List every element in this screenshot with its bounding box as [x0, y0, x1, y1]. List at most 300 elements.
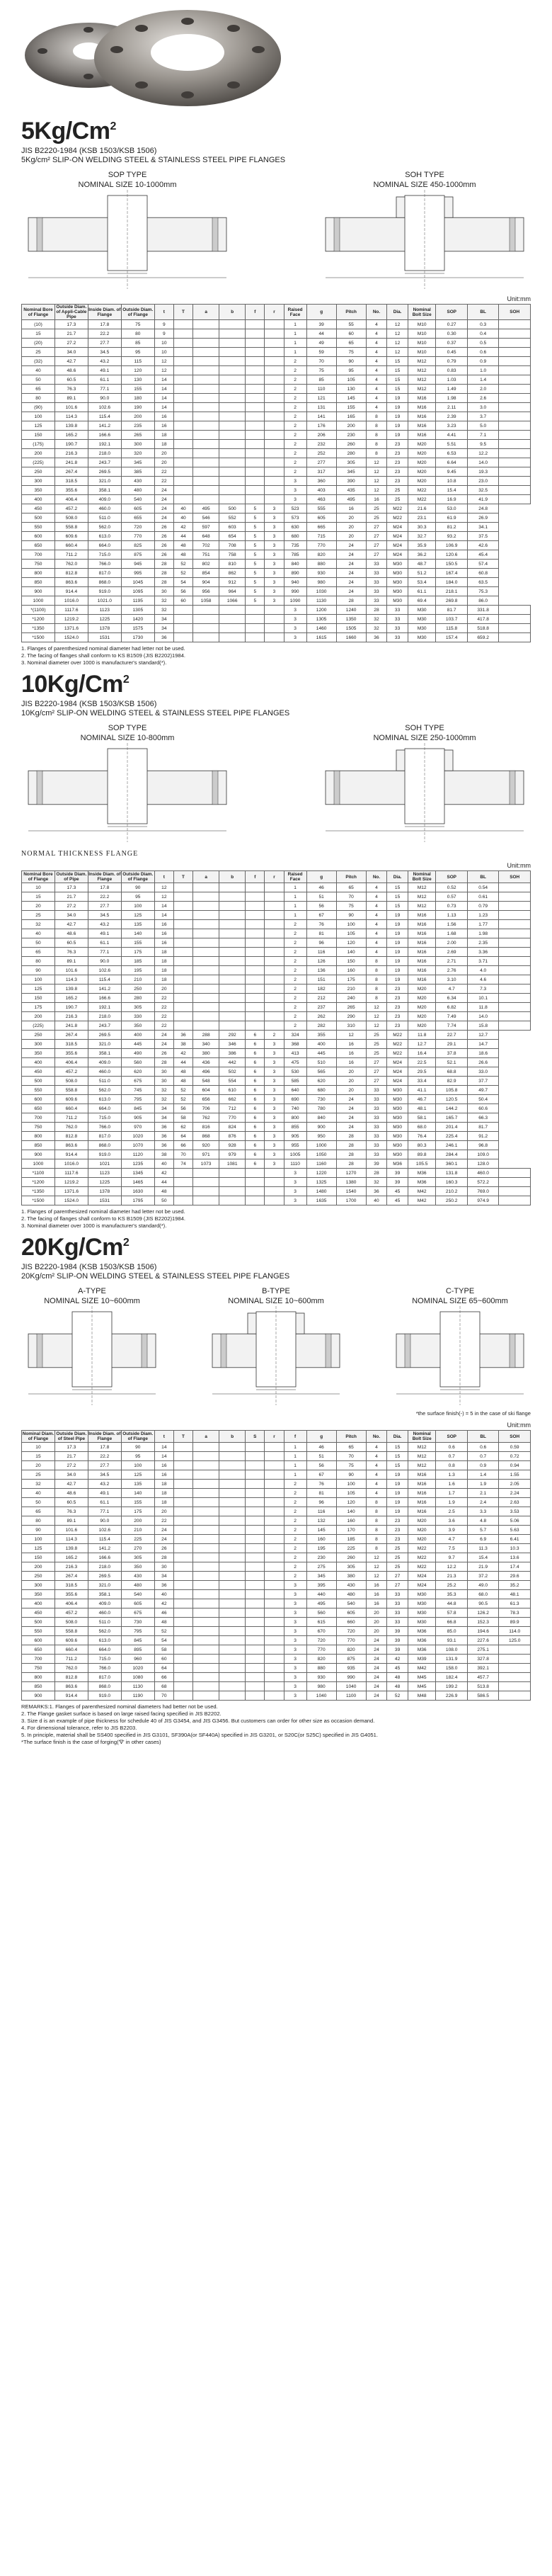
table-cell: 76.3	[54, 948, 88, 957]
table-cell: M30	[387, 578, 408, 587]
table-cell	[499, 1682, 531, 1691]
table-cell: 33	[366, 1150, 387, 1159]
table-cell: 500	[219, 504, 246, 514]
table-cell: 70	[154, 1691, 173, 1701]
table-cell	[193, 957, 219, 966]
table-cell: 210	[336, 985, 366, 994]
table-cell	[246, 1572, 265, 1581]
note-line: 3. Size d is an example of pipe thickness for schedule 40 of JIS G3454, and JIS G3456. But customers can order for other size as occasion demand.	[21, 1718, 375, 1724]
table-cell: 5	[246, 532, 265, 541]
table-cell: 1	[284, 329, 306, 339]
table-cell: 60.5	[54, 375, 88, 385]
table-cell: 23	[387, 1535, 408, 1544]
table-cell: M30	[408, 633, 436, 642]
table-cell: 613.0	[88, 1095, 121, 1104]
table-cell: 970	[121, 1123, 154, 1132]
table-cell: 863.6	[54, 1141, 88, 1150]
table-cell: 27.7	[88, 339, 121, 348]
table-cell: 620	[121, 1067, 154, 1077]
table-cell: 0.79	[467, 902, 498, 911]
column-header: Inside Diam. of Flange	[88, 872, 121, 882]
diagram-range-label: NOMINAL SIZE 10~600mm	[228, 1297, 324, 1305]
table-cell: 825	[121, 541, 154, 550]
table-cell: 38	[173, 1040, 192, 1049]
table-cell: 355.6	[54, 1590, 88, 1599]
table-cell: 32	[22, 920, 55, 929]
table-cell: 511.0	[88, 1618, 121, 1627]
table-cell: 360.1	[436, 1159, 467, 1169]
table-cell: 14	[154, 1443, 173, 1452]
table-cell: 34	[154, 615, 173, 624]
table-cell: 116	[306, 1507, 336, 1516]
table-cell: 17.8	[88, 320, 121, 329]
table-cell: 766.0	[88, 1123, 121, 1132]
table-cell	[499, 348, 531, 357]
table-cell: 32	[366, 1178, 387, 1187]
table-cell	[173, 615, 192, 624]
table-cell: 27.7	[88, 1461, 121, 1470]
table-cell	[499, 449, 531, 458]
table-cell	[265, 477, 284, 486]
table-cell: 3	[284, 633, 306, 642]
table-cell: 20	[336, 1067, 366, 1077]
table-cell: 93.1	[436, 1636, 467, 1645]
table-cell	[246, 1691, 265, 1701]
table-cell: 227.6	[467, 1636, 498, 1645]
table-cell: 34.0	[54, 348, 88, 357]
table-cell: 16	[154, 1461, 173, 1470]
table-cell: 558.8	[54, 1086, 88, 1095]
table-cell: M30	[408, 1608, 436, 1618]
table-cell: 0.3	[467, 320, 498, 329]
table-cell: 1095	[121, 587, 154, 596]
table-cell: 460.0	[88, 1608, 121, 1618]
table-cell: 15	[387, 375, 408, 385]
table-cell	[265, 606, 284, 615]
table-cell: 8	[366, 1507, 387, 1516]
table-cell: 16.4	[408, 1049, 436, 1058]
table-cell	[499, 375, 531, 385]
table-cell	[265, 1535, 284, 1544]
table-cell: 246.1	[436, 1141, 467, 1150]
table-cell: 76.3	[54, 1507, 88, 1516]
diagram-sop-type	[21, 723, 234, 844]
table-cell: 1325	[306, 1178, 336, 1187]
table-cell	[193, 624, 219, 633]
table-cell: 770	[306, 1645, 336, 1655]
table-cell: 75	[336, 1461, 366, 1470]
column-header: Nominal Bore of Flange	[22, 871, 55, 883]
table-cell: 4	[366, 883, 387, 892]
table-cell	[193, 606, 219, 615]
table-cell	[193, 1003, 219, 1012]
diagram-a-type	[21, 1286, 163, 1407]
table-cell: 305	[121, 1553, 154, 1562]
table-cell: 600	[22, 1636, 55, 1645]
table-cell: 5	[246, 550, 265, 560]
table-cell: 46	[306, 883, 336, 892]
table-cell: 90	[121, 1443, 154, 1452]
table-cell	[246, 1516, 265, 1526]
table-cell	[265, 1608, 284, 1618]
table-cell	[173, 883, 192, 892]
table-cell	[219, 375, 246, 385]
table-cell: 12	[366, 477, 387, 486]
table-cell	[173, 320, 192, 329]
flange-cross-section-diagram	[318, 190, 531, 289]
flange-cross-section-diagram	[21, 1306, 163, 1405]
table-cell: 920	[193, 1141, 219, 1150]
table-cell	[499, 975, 531, 985]
table-cell	[193, 1196, 219, 1205]
table-cell	[246, 1673, 265, 1682]
table-cell: 1378	[88, 1187, 121, 1196]
note-line: 1. Flanges of parenthesized nominal diameter had letter not be used.	[21, 1208, 185, 1215]
table-cell: 460.0	[88, 504, 121, 514]
table-cell: *1350	[22, 624, 55, 633]
table-cell: 18	[154, 1489, 173, 1498]
table-cell: 1120	[121, 1150, 154, 1159]
table-cell	[265, 449, 284, 458]
table-cell: 26.6	[467, 1058, 498, 1067]
table-cell: 6.64	[436, 458, 467, 467]
table-cell: 1066	[219, 596, 246, 606]
table-cell	[246, 486, 265, 495]
table-cell: 19	[387, 975, 408, 985]
table-cell	[193, 486, 219, 495]
table-cell: 115	[121, 357, 154, 366]
table-cell: M12	[408, 1461, 436, 1470]
table-cell: 4	[366, 403, 387, 412]
table-cell: 56	[306, 1461, 336, 1470]
table-cell: 1030	[306, 587, 336, 596]
table-cell: M16	[408, 966, 436, 975]
table-cell: 868.0	[88, 1141, 121, 1150]
table-cell: 93.2	[436, 532, 467, 541]
table-cell	[219, 486, 246, 495]
table-cell: 863.6	[54, 578, 88, 587]
table-cell	[193, 883, 219, 892]
table-cell: 267.4	[54, 1031, 88, 1040]
note-line: 2. The facing of flanges shall conform to KS B1509 (JIS B2202)1984.	[21, 652, 186, 659]
table-cell: 1305	[121, 606, 154, 615]
table-row	[22, 431, 531, 440]
table-cell: 780	[306, 1104, 336, 1113]
table-cell: 11.3	[467, 1544, 498, 1553]
table-cell: 115.4	[88, 412, 121, 421]
table-row	[22, 1461, 531, 1470]
table-cell: 1505	[336, 624, 366, 633]
table-cell: 165.2	[54, 1553, 88, 1562]
table-cell: 1371.6	[54, 624, 88, 633]
table-cell: 305	[121, 1003, 154, 1012]
table-cell: 310	[336, 1021, 366, 1031]
table-cell: 7.74	[436, 1021, 467, 1031]
table-cell: 540	[121, 1590, 154, 1599]
table-cell: 25	[387, 495, 408, 504]
table-cell: 60	[154, 1655, 173, 1664]
table-cell	[193, 1443, 219, 1452]
table-cell: 12	[366, 1021, 387, 1031]
bolt-hole-right	[510, 771, 515, 805]
table-cell: 6.34	[436, 994, 467, 1003]
table-cell	[499, 366, 531, 375]
table-cell: 660.4	[54, 541, 88, 550]
table-cell: 1220	[306, 1169, 336, 1178]
table-cell: 14.0	[467, 458, 498, 467]
table-cell	[246, 938, 265, 948]
table-cell: 4	[366, 1452, 387, 1461]
table-cell: 14	[154, 394, 173, 403]
table-cell	[499, 1664, 531, 1673]
table-cell: 24	[366, 1691, 387, 1701]
table-cell	[265, 1664, 284, 1673]
flanges-image	[0, 0, 552, 113]
table-row	[22, 938, 531, 948]
table-cell: M10	[408, 348, 436, 357]
table-cell: 33	[387, 1599, 408, 1608]
table-cell: M20	[408, 467, 436, 477]
table-cell	[265, 624, 284, 633]
table-cell: 190	[121, 403, 154, 412]
table-cell: 1540	[336, 1187, 366, 1196]
table-cell: M16	[408, 403, 436, 412]
table-row	[22, 1067, 531, 1077]
table-cell: 33	[387, 633, 408, 642]
normal-thickness-label: NORMAL THICKNESS FLANGE	[21, 850, 139, 858]
table-cell: 300	[22, 477, 55, 486]
table-row	[22, 1480, 531, 1489]
table-cell	[246, 1655, 265, 1664]
table-cell: 18	[154, 431, 173, 440]
table-cell: 1016.0	[54, 1159, 88, 1169]
bolt-hole-left	[334, 217, 340, 251]
table-cell: M30	[408, 624, 436, 633]
table-cell: 3.36	[467, 948, 498, 957]
diagram-range-label: NOMINAL SIZE 10~600mm	[44, 1297, 140, 1305]
table-cell: 605	[121, 504, 154, 514]
table-cell: 720	[306, 1636, 336, 1645]
table-cell: 280	[336, 449, 366, 458]
table-cell: 890	[284, 569, 306, 578]
table-cell	[265, 486, 284, 495]
table-cell: 358.1	[88, 1049, 121, 1058]
table-cell	[193, 1012, 219, 1021]
table-cell	[246, 449, 265, 458]
table-cell	[173, 938, 192, 948]
table-cell: 25	[366, 1040, 387, 1049]
table-cell: 33	[366, 587, 387, 596]
table-cell: 1123	[88, 1169, 121, 1178]
table-cell	[193, 1507, 219, 1516]
table-cell: 48	[173, 1067, 192, 1077]
table-cell: 4	[366, 339, 387, 348]
table-cell: 2	[265, 1031, 284, 1040]
table-cell: 22.2	[88, 329, 121, 339]
table-cell: 2	[284, 403, 306, 412]
table-row	[22, 1470, 531, 1480]
table-cell	[246, 357, 265, 366]
table-cell	[173, 339, 192, 348]
table-cell: 368	[284, 1040, 306, 1049]
table-row	[22, 902, 531, 911]
table-cell: 390	[336, 477, 366, 486]
table-cell: 730	[306, 1095, 336, 1104]
table-cell: 5	[246, 560, 265, 569]
table-cell: 12	[366, 467, 387, 477]
table-cell: 64	[154, 1664, 173, 1673]
table-cell: 613.0	[88, 1636, 121, 1645]
table-cell: 812.8	[54, 569, 88, 578]
table-cell: 392.1	[467, 1664, 498, 1673]
table-cell	[265, 883, 284, 892]
table-cell: 26	[154, 532, 173, 541]
table-cell: 90.0	[88, 394, 121, 403]
table-cell: 28	[154, 1553, 173, 1562]
table-cell	[173, 1535, 192, 1544]
table-cell: 812.8	[54, 1132, 88, 1141]
table-cell: 956	[193, 587, 219, 596]
table-cell	[173, 1443, 192, 1452]
table-cell	[265, 421, 284, 431]
table-cell: 48	[387, 1682, 408, 1691]
table-cell: 28	[154, 578, 173, 587]
table-row	[22, 1618, 531, 1627]
table-cell	[193, 320, 219, 329]
table-cell: 9.45	[436, 467, 467, 477]
table-cell: 1.13	[436, 911, 467, 920]
table-cell	[173, 366, 192, 375]
table-cell	[246, 394, 265, 403]
column-header: Pitch	[336, 871, 366, 883]
table-cell: 665	[306, 523, 336, 532]
table-cell: 16.9	[436, 495, 467, 504]
table-cell: M16	[408, 948, 436, 957]
table-cell: 1.6	[436, 1480, 467, 1489]
table-cell: 715.0	[88, 550, 121, 560]
table-cell: 24	[366, 1664, 387, 1673]
table-cell: 3	[284, 1178, 306, 1187]
table-cell: 3	[265, 1058, 284, 1067]
table-cell: 1524.0	[54, 1196, 88, 1205]
table-cell: 260	[336, 440, 366, 449]
table-cell	[219, 1196, 246, 1205]
column-header: f	[246, 871, 265, 883]
table-cell: 150.5	[436, 560, 467, 569]
table-cell	[193, 375, 219, 385]
table-cell: 25	[387, 486, 408, 495]
table-cell: 33	[366, 1095, 387, 1104]
table-cell: 46	[306, 1443, 336, 1452]
table-cell: 22	[154, 994, 173, 1003]
table-cell	[219, 1645, 246, 1655]
table-cell: 1219.2	[54, 1178, 88, 1187]
table-row	[22, 633, 531, 642]
table-cell	[499, 458, 531, 467]
table-cell: 8	[366, 1535, 387, 1544]
table-cell: 90	[22, 966, 55, 975]
table-row	[22, 1636, 531, 1645]
sections-container	[0, 118, 552, 1746]
table-cell: 8	[366, 1526, 387, 1535]
table-cell: 42	[173, 1049, 192, 1058]
table-cell	[265, 403, 284, 412]
table-cell: 450	[22, 1067, 55, 1077]
column-header: No.	[366, 1431, 387, 1443]
table-cell: M12	[408, 883, 436, 892]
column-header: Outside Diam. of Flange	[121, 305, 154, 320]
table-cell: 192.1	[88, 440, 121, 449]
table-cell: 61.3	[499, 1599, 531, 1608]
table-cell	[193, 1526, 219, 1535]
table-cell: M12	[408, 1452, 436, 1461]
table-cell: 206	[306, 431, 336, 440]
section-title-main: 10Kg/Cm	[21, 671, 123, 698]
section-description: 10Kg/cm² SLIP-ON WELDING STEEL & STAINLESS STEEL PIPE FLANGES	[21, 709, 290, 717]
table-cell: 12	[366, 458, 387, 467]
table-row	[22, 1581, 531, 1590]
table-cell: 100	[121, 1461, 154, 1470]
table-cell: 16	[154, 421, 173, 431]
table-cell: 300	[22, 1040, 55, 1049]
table-cell: 25	[366, 1031, 387, 1040]
table-cell: 52	[173, 569, 192, 578]
column-header: r	[265, 305, 284, 320]
column-header: Outside Diam. of Appli-Cable Pipe	[56, 305, 87, 319]
table-cell: 3	[284, 1599, 306, 1608]
table-cell: 1117.6	[54, 1169, 88, 1178]
table-cell	[499, 966, 531, 975]
table-cell: 3	[265, 1086, 284, 1095]
column-header: Nominal Bore of Flange	[22, 305, 55, 320]
table-cell: (10)	[22, 320, 55, 329]
table-cell: 67	[306, 911, 336, 920]
table-cell: 508.0	[54, 1077, 88, 1086]
table-cell	[173, 1673, 192, 1682]
table-cell	[246, 1535, 265, 1544]
bolt-hole-right	[510, 1334, 515, 1368]
table-cell: 2.0	[467, 385, 498, 394]
table-cell	[173, 1169, 192, 1178]
table-cell: 130	[121, 375, 154, 385]
table-cell: 262	[306, 1012, 336, 1021]
table-cell: 7.1	[467, 431, 498, 440]
table-cell: 0.72	[499, 1452, 531, 1461]
table-cell: 52.1	[436, 1058, 467, 1067]
table-cell	[193, 1553, 219, 1562]
table-cell: 12	[154, 883, 173, 892]
table-cell	[499, 329, 531, 339]
table-row	[22, 1526, 531, 1535]
table-cell: 77.1	[88, 1507, 121, 1516]
table-cell: 30.3	[408, 523, 436, 532]
table-cell: M12	[408, 357, 436, 366]
table-cell: 1080	[121, 1673, 154, 1682]
table-cell: 63.5	[467, 578, 498, 587]
table-cell: 880	[306, 560, 336, 569]
table-cell: 3	[265, 541, 284, 550]
table-cell	[173, 394, 192, 403]
table-cell: 7.49	[436, 1012, 467, 1021]
table-cell: 659.2	[467, 633, 498, 642]
table-cell: 60	[336, 329, 366, 339]
table-cell: 513.8	[467, 1682, 498, 1691]
table-cell: 0.27	[436, 320, 467, 329]
table-cell: 125	[22, 1544, 55, 1553]
table-cell: 32	[154, 606, 173, 615]
table-cell	[265, 1498, 284, 1507]
bolt-hole-left	[37, 1334, 42, 1368]
